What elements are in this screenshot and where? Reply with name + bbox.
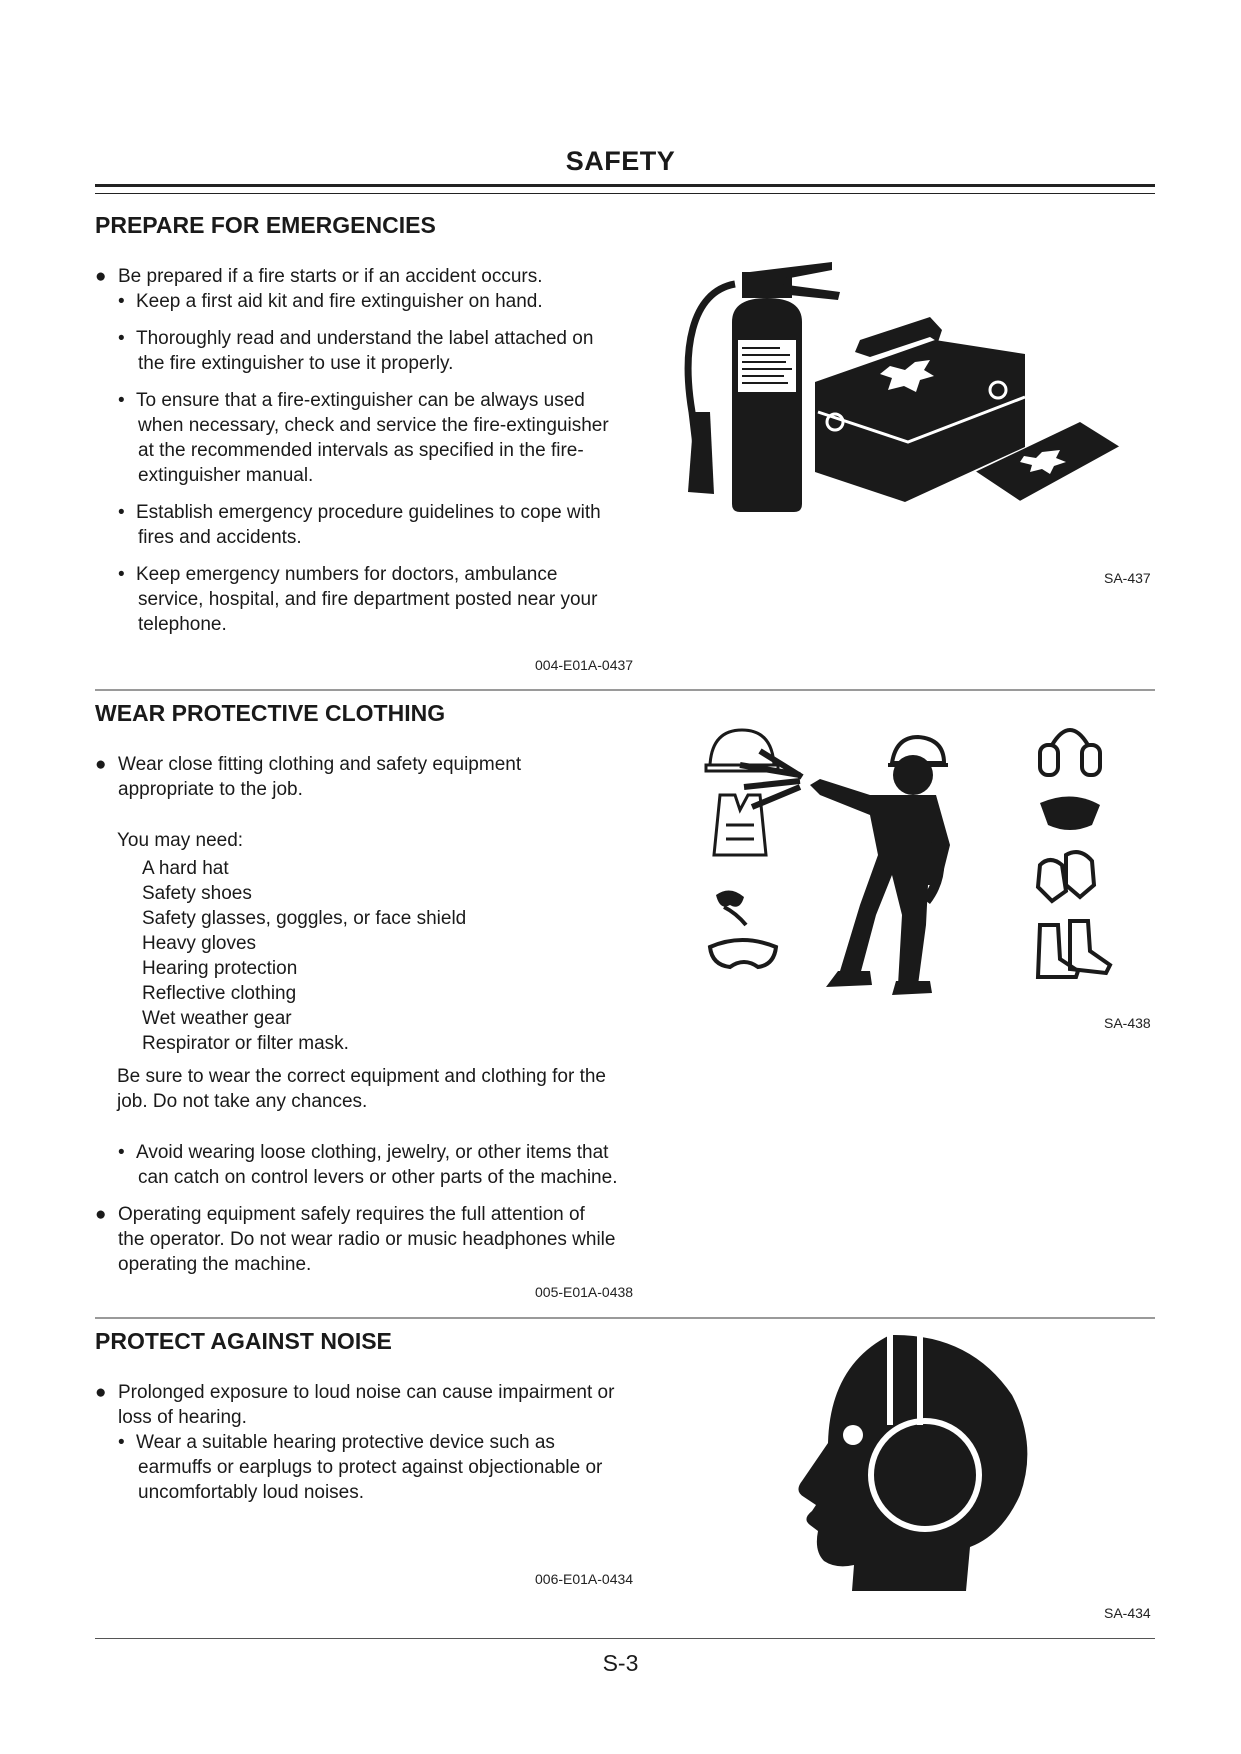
page-title: SAFETY (565, 146, 676, 176)
bullet-icon: ● (95, 754, 107, 775)
bullet-icon: ● (95, 1382, 107, 1403)
sub-bullet-text: extinguisher manual. (138, 465, 314, 486)
section-title-noise: PROTECT AGAINST NOISE (95, 1328, 392, 1354)
sub-bullet-icon: • (118, 291, 125, 312)
sub-bullet-text: can catch on control levers or other parts of the machine. (138, 1167, 618, 1188)
figure-label: SA-434 (1104, 1605, 1151, 1621)
sub-bullet-text: uncomfortably loud noises. (138, 1482, 365, 1503)
sub-bullet-text: at the recommended intervals as specified in the fire- (138, 440, 584, 461)
sub-bullet-icon: • (118, 390, 125, 411)
need-item: Hearing protection (142, 958, 298, 979)
sub-bullet-text: when necessary, check and service the fire-extinguisher (138, 415, 609, 436)
sub-bullet-text: Avoid wearing loose clothing, jewelry, or other items that (136, 1142, 609, 1163)
figure-label: SA-438 (1104, 1015, 1151, 1031)
need-item: Safety shoes (142, 883, 252, 904)
bullet-text: Be prepared if a fire starts or if an accident occurs. (118, 266, 543, 287)
sub-bullet-text: earmuffs or earplugs to protect against objectionable or (138, 1457, 603, 1478)
sub-bullet-text: telephone. (138, 614, 227, 635)
sub-bullet-text: Keep a first aid kit and fire extinguisher on hand. (136, 291, 543, 312)
bullet-text: operating the machine. (118, 1254, 312, 1275)
need-item: A hard hat (142, 858, 229, 879)
figure-label: SA-437 (1104, 570, 1151, 586)
bullet-text: Wear close fitting clothing and safety equipment (118, 754, 522, 775)
bullet-text: appropriate to the job. (118, 779, 303, 800)
bullet-text: Prolonged exposure to loud noise can cause impairment or (118, 1382, 615, 1403)
footer-divider (95, 1638, 1155, 1639)
section-title-emergencies: PREPARE FOR EMERGENCIES (95, 212, 436, 238)
sub-bullet-icon: • (118, 1432, 125, 1453)
need-item: Safety glasses, goggles, or face shield (142, 908, 467, 929)
sub-bullet-text: Thoroughly read and understand the label attached on (136, 328, 594, 349)
sub-bullet-text: Keep emergency numbers for doctors, ambulance (136, 564, 558, 585)
section-divider (95, 1317, 1155, 1319)
sub-bullet-text: Establish emergency procedure guidelines to cope with (136, 502, 601, 523)
fire-extinguisher-first-aid-illustration (680, 262, 1140, 542)
need-item: Reflective clothing (142, 983, 297, 1004)
protective-clothing-illustration (700, 715, 1130, 1005)
be-sure-text: Be sure to wear the correct equipment and clothing for the (117, 1066, 606, 1087)
bullet-text: loss of hearing. (118, 1407, 247, 1428)
hearing-protection-icon (780, 1325, 1040, 1595)
bullet-text: the operator. Do not wear radio or music headphones while (118, 1229, 616, 1250)
sub-bullet-text: Wear a suitable hearing protective device such as (136, 1432, 555, 1453)
doc-code: 004-E01A-0437 (535, 657, 634, 673)
sub-bullet-text: service, hospital, and fire department posted near your (138, 589, 598, 610)
header-divider (95, 184, 1155, 194)
sub-bullet-icon: • (118, 1142, 125, 1163)
need-item: Respirator or filter mask. (142, 1033, 349, 1054)
bullet-icon: ● (95, 1204, 107, 1225)
need-item: Heavy gloves (142, 933, 257, 954)
sub-bullet-text: fires and accidents. (138, 527, 302, 548)
be-sure-text: job. Do not take any chances. (117, 1091, 368, 1112)
need-item: Wet weather gear (142, 1008, 292, 1029)
bullet-text: Operating equipment safely requires the full attention of (118, 1204, 585, 1225)
sub-bullet-text: To ensure that a fire-extinguisher can be always used (136, 390, 585, 411)
sub-bullet-icon: • (118, 328, 125, 349)
sub-bullet-text: the fire extinguisher to use it properly. (138, 353, 454, 374)
section-divider (95, 689, 1155, 691)
doc-code: 006-E01A-0434 (535, 1571, 634, 1587)
bullet-icon: ● (95, 266, 107, 287)
section-title-protective-clothing: WEAR PROTECTIVE CLOTHING (95, 700, 446, 726)
page-number: S-3 (602, 1650, 639, 1676)
sub-bullet-icon: • (118, 564, 125, 585)
need-intro: You may need: (117, 830, 244, 851)
sub-bullet-icon: • (118, 502, 125, 523)
doc-code: 005-E01A-0438 (535, 1284, 634, 1300)
